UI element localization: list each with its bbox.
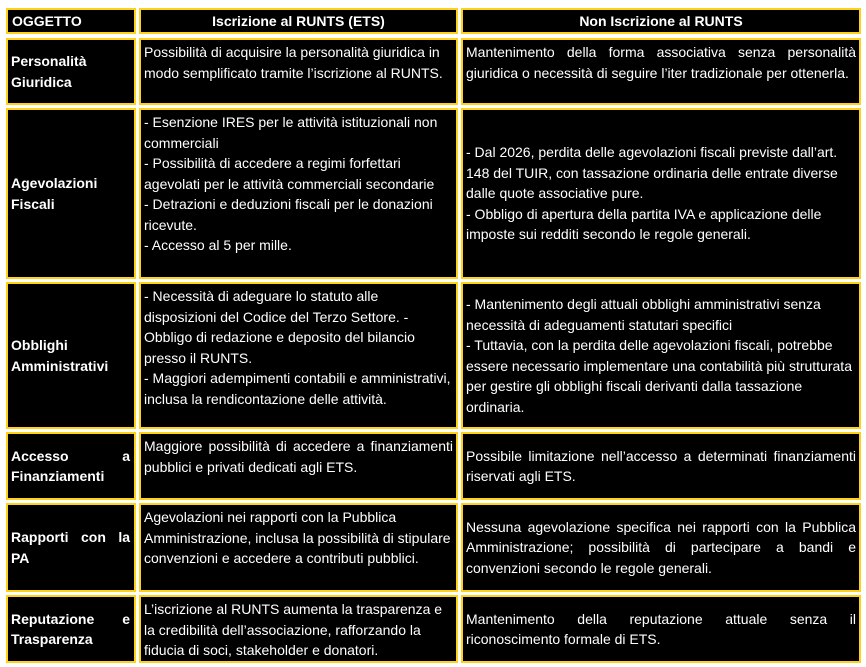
row-agevolazioni-iscrizione	[139, 108, 458, 279]
row-accesso-non-iscrizione	[461, 432, 861, 500]
row-reputazione-iscrizione	[139, 595, 458, 663]
row-obblighi-non-iscrizione	[461, 282, 861, 429]
cell-text: Maggiore possibilità di accedere a finanziamenti pubblici e privati dedicati agli ETS.	[144, 438, 453, 475]
cell-line: - Dal 2026, perdita delle agevolazioni fiscali previste dall’art. 148 del TUIR, con tassazione ordinaria delle entrate diverse dalle quote associative pure.	[466, 144, 842, 202]
row-personalita-iscrizione	[139, 38, 458, 105]
cell-line: - Esenzione IRES per le attività istituzionali non commerciali	[144, 114, 442, 151]
cell-line: - Obbligo di apertura della partita IVA e applicazione delle imposte sui redditi secondo le regole generali.	[466, 205, 826, 243]
cell-line: - Detrazioni e deduzioni fiscali per le donazioni ricevute.	[144, 196, 437, 233]
header-oggetto-label: OGGETTO	[12, 13, 82, 29]
row-rapporti-iscrizione	[139, 503, 458, 592]
cell-line: - Accesso al 5 per mille.	[144, 237, 292, 253]
row-accesso-iscrizione	[139, 432, 458, 500]
cell-line: - Possibilità di accedere a regimi forfettari agevolati per le attività commerciali secondarie	[144, 155, 435, 192]
row-obblighi-iscrizione	[139, 282, 458, 429]
cell-text: L’iscrizione al RUNTS aumenta la trasparenza e la credibilità dell’associazione, rafforzando la fiducia di soci, stakeholder e donatori.	[144, 601, 443, 658]
row-rapporti-non-iscrizione	[461, 503, 861, 592]
cell-line: - Necessità di adeguare lo statuto alle disposizioni del Codice del Terzo Settore. - Obbligo di redazione e deposito del bilancio presso il RUNTS.	[144, 288, 419, 366]
row-personalita-oggetto	[6, 38, 136, 105]
row-obblighi-oggetto	[6, 282, 136, 429]
row-agevolazioni-oggetto	[6, 108, 136, 279]
cell-text: Agevolazioni nei rapporti con la Pubblica Amministrazione, inclusa la possibilità di stipulare convenzioni e accedere a contributi pubblici.	[144, 509, 451, 566]
cell-line: - Tuttavia, con la perdita delle agevolazioni fiscali, potrebbe essere necessario implementare una contabilità più strutturata per gestire gli obblighi fiscali derivanti dalla tassazione ordinaria.	[466, 337, 856, 415]
header-non-iscrizione-label: Non Iscrizione al RUNTS	[579, 13, 743, 29]
header-oggetto	[6, 8, 136, 34]
row-agevolazioni-non-iscrizione	[461, 108, 861, 279]
header-non-iscrizione	[461, 8, 861, 34]
cell-text: Possibile limitazione nell’accesso a determinati finanziamenti riservati agli ETS.	[466, 447, 856, 484]
row-rapporti-oggetto	[6, 503, 136, 592]
row-label: Personalità Giuridica	[11, 53, 87, 90]
cell-text: Possibilità di acquisire la personalità giuridica in modo semplificato tramite l’iscrizione al RUNTS.	[144, 44, 443, 81]
row-label: Rapporti con la PA	[11, 529, 130, 566]
cell-text: Mantenimento della forma associativa senza personalità giuridica o necessità di seguire l’iter tradizionale per ottenerla.	[466, 44, 856, 81]
cell-text: Nessuna agevolazione specifica nei rapporti con la Pubblica Amministrazione; possibilità di partecipare a bandi e convenzioni secondo le regole generali.	[466, 518, 856, 576]
row-label: Agevolazioni Fiscali	[11, 175, 98, 212]
cell-text: Mantenimento della reputazione attuale senza il riconoscimento formale di ETS.	[466, 610, 856, 647]
row-label: Accesso a Finanziamenti	[11, 447, 130, 484]
cell-line: - Mantenimento degli attuali obblighi amministrativi senza necessità di adeguamenti statutari specifici	[466, 296, 825, 333]
row-label: Reputazione e Trasparenza	[11, 610, 130, 647]
row-label: Obblighi Amministrativi	[11, 337, 109, 374]
row-reputazione-oggetto	[6, 595, 136, 663]
cell-line: - Maggiori adempimenti contabili e amministrativi, inclusa la rendicontazione delle attività.	[144, 370, 455, 407]
row-personalita-non-iscrizione	[461, 38, 861, 105]
header-iscrizione	[139, 8, 458, 34]
row-reputazione-non-iscrizione	[461, 595, 861, 663]
header-iscrizione-label: Iscrizione al RUNTS (ETS)	[212, 13, 385, 29]
row-accesso-oggetto	[6, 432, 136, 500]
